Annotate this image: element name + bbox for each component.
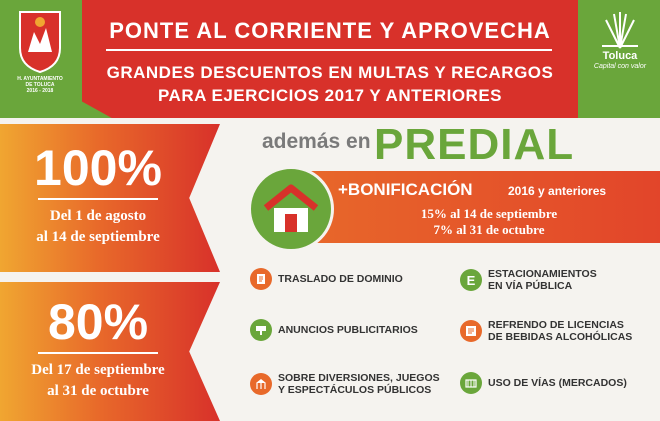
house-icon: [262, 180, 320, 238]
discount-divider: [38, 352, 158, 354]
predial-title: PREDIAL: [374, 120, 575, 169]
carousel-icon: [250, 373, 272, 395]
list-item-uso-vias: USO DE VÍAS (MERCADOS): [460, 372, 627, 394]
market-icon: [460, 372, 482, 394]
crest-caption: H. AYUNTAMIENTO DE TOLUCA 2016 - 2018: [17, 76, 63, 94]
predial-prefix: además en: [262, 130, 371, 153]
bonus-years: 2016 y anteriores: [508, 184, 607, 198]
discount-divider: [38, 198, 158, 200]
document-icon: [250, 268, 272, 290]
list-item-estacionamientos: E ESTACIONAMIENTOS EN VÍA PÚBLICA: [460, 268, 597, 292]
header-subtitle-2: PARA EJERCICIOS 2017 Y ANTERIORES: [157, 86, 502, 105]
crest-logo: [14, 8, 66, 74]
list-item-refrendo: REFRENDO DE LICENCIAS DE BEBIDAS ALCOHÓLICAS: [460, 319, 632, 343]
list-item-anuncios: ANUNCIOS PUBLICITARIOS: [250, 319, 418, 341]
bonus-label: +BONIFICACIÓN: [338, 180, 473, 199]
logo-name: Toluca: [602, 50, 638, 62]
header-divider: [106, 49, 552, 51]
discount-band-100: [0, 124, 220, 272]
discount-band-80: [0, 282, 220, 421]
bonus-line-1: 15% al 14 de septiembre: [420, 206, 558, 221]
toluca-logo-icon: [594, 10, 646, 50]
list-item-traslado: TRASLADO DE DOMINIO: [250, 268, 403, 290]
discount-percent: 100%: [34, 140, 162, 196]
header-title: PONTE AL CORRIENTE Y APROVECHA: [109, 18, 551, 43]
billboard-icon: [250, 319, 272, 341]
header-subtitle-1: GRANDES DESCUENTOS EN MULTAS Y RECARGOS: [106, 63, 554, 82]
header-banner: [0, 0, 660, 118]
logo-tagline: Capital con valor: [593, 63, 647, 70]
discount-range: Del 17 de septiembre al 31 de octubre: [31, 362, 165, 399]
letter-e-icon: E: [460, 269, 482, 291]
bonus-line-2: 7% al 31 de octubre: [433, 222, 545, 237]
discount-range: Del 1 de agosto al 14 de septiembre: [36, 208, 160, 245]
list-item-diversiones: SOBRE DIVERSIONES, JUEGOS Y ESPECTÁCULOS PÚBLICOS: [250, 372, 440, 396]
license-icon: [460, 320, 482, 342]
discount-percent: 80%: [47, 294, 149, 350]
